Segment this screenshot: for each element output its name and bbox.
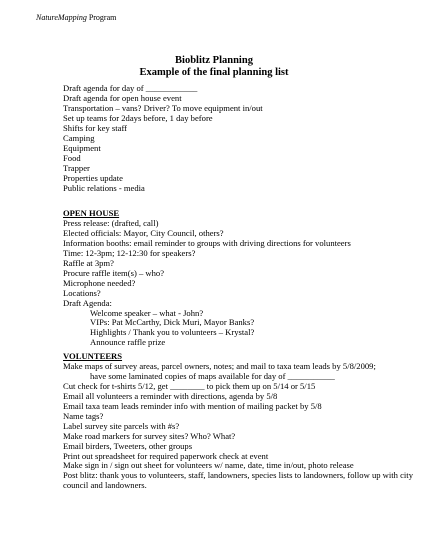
list-item: Time: 12-3pm; 12-12:30 for speakers? — [63, 247, 196, 258]
list-item: Email taxa team leads reminder info with mention of mailing packet by 5/8 — [63, 400, 322, 411]
agenda-item: Announce raffle prize — [90, 337, 166, 348]
document-title: Bioblitz Planning — [175, 55, 253, 66]
program-name: NatureMapping — [36, 13, 87, 22]
agenda-item: VIPs: Pat McCarthy, Dick Muri, Mayor Banks? — [90, 317, 255, 328]
list-item: Draft agenda for open house event — [63, 92, 182, 103]
agenda-item: Welcome speaker – what - John? — [90, 307, 204, 318]
list-item: Elected officials: Mayor, City Council, others? — [63, 227, 224, 238]
volunteers-section — [63, 352, 419, 491]
list-item: Set up teams for 2days before, 1 day before — [63, 112, 213, 123]
list-item: Public relations - media — [63, 182, 145, 193]
planning-list — [63, 84, 419, 193]
list-item: Equipment — [63, 142, 101, 153]
list-item: Shifts for key staff — [63, 122, 128, 133]
list-item: Raffle at 3pm? — [63, 257, 114, 268]
list-item: Camping — [63, 132, 95, 143]
list-item: Print out spreadsheet for required paperwork check at event — [63, 450, 269, 461]
list-item: Properties update — [63, 172, 123, 183]
list-item: Food — [63, 152, 81, 163]
open-house-heading: OPEN HOUSE — [63, 208, 120, 218]
list-item: Transportation – vans? Driver? To move equipment in/out — [63, 102, 263, 113]
list-item: Cut check for t-shirts 5/12, get ________ to pick them up on 5/14 or 5/15 — [63, 380, 316, 391]
agenda-item: Highlights / Thank you to volunteers – Krystal? — [90, 327, 255, 338]
list-item: Procure raffle item(s) – who? — [63, 267, 165, 278]
list-item: Make road markers for survey sites? Who? What? — [63, 430, 236, 441]
list-item: Locations? — [63, 287, 101, 298]
document-subtitle: Example of the final planning list — [139, 67, 289, 78]
list-item: Information booths: email reminder to groups with driving directions for volunteers — [63, 237, 351, 248]
program-header — [36, 13, 116, 23]
list-item: Make sign in / sign out sheet for volunteers w/ name, date, time in/out, photo release — [63, 460, 354, 471]
list-item: Label survey site parcels with #s? — [63, 420, 180, 431]
list-item: Microphone needed? — [63, 277, 136, 288]
list-item: Draft Agenda: — [63, 297, 112, 308]
list-item: Trapper — [63, 162, 90, 173]
open-house-section — [63, 209, 419, 348]
list-item: Draft agenda for day of ____________ — [63, 83, 198, 93]
program-suffix: Program — [88, 13, 117, 22]
volunteers-heading: VOLUNTEERS — [63, 351, 123, 361]
list-item: have some laminated copies of maps available for day of ___________ — [90, 370, 335, 381]
list-item: Make maps of survey areas, parcel owners, notes; and mail to taxa team leads by 5/8/2009; — [63, 360, 376, 371]
list-item: Name tags? — [63, 410, 104, 421]
list-item: Email birders, Tweeters, other groups — [63, 440, 193, 451]
list-item: Post blitz: thank yous to volunteers, staff, landowners, species lists to landowners, follow up with city council and landowners. — [63, 470, 413, 491]
list-item: Email all volunteers a reminder with directions, agenda by 5/8 — [63, 390, 278, 401]
list-item: Press release: (drafted, call) — [63, 217, 159, 228]
